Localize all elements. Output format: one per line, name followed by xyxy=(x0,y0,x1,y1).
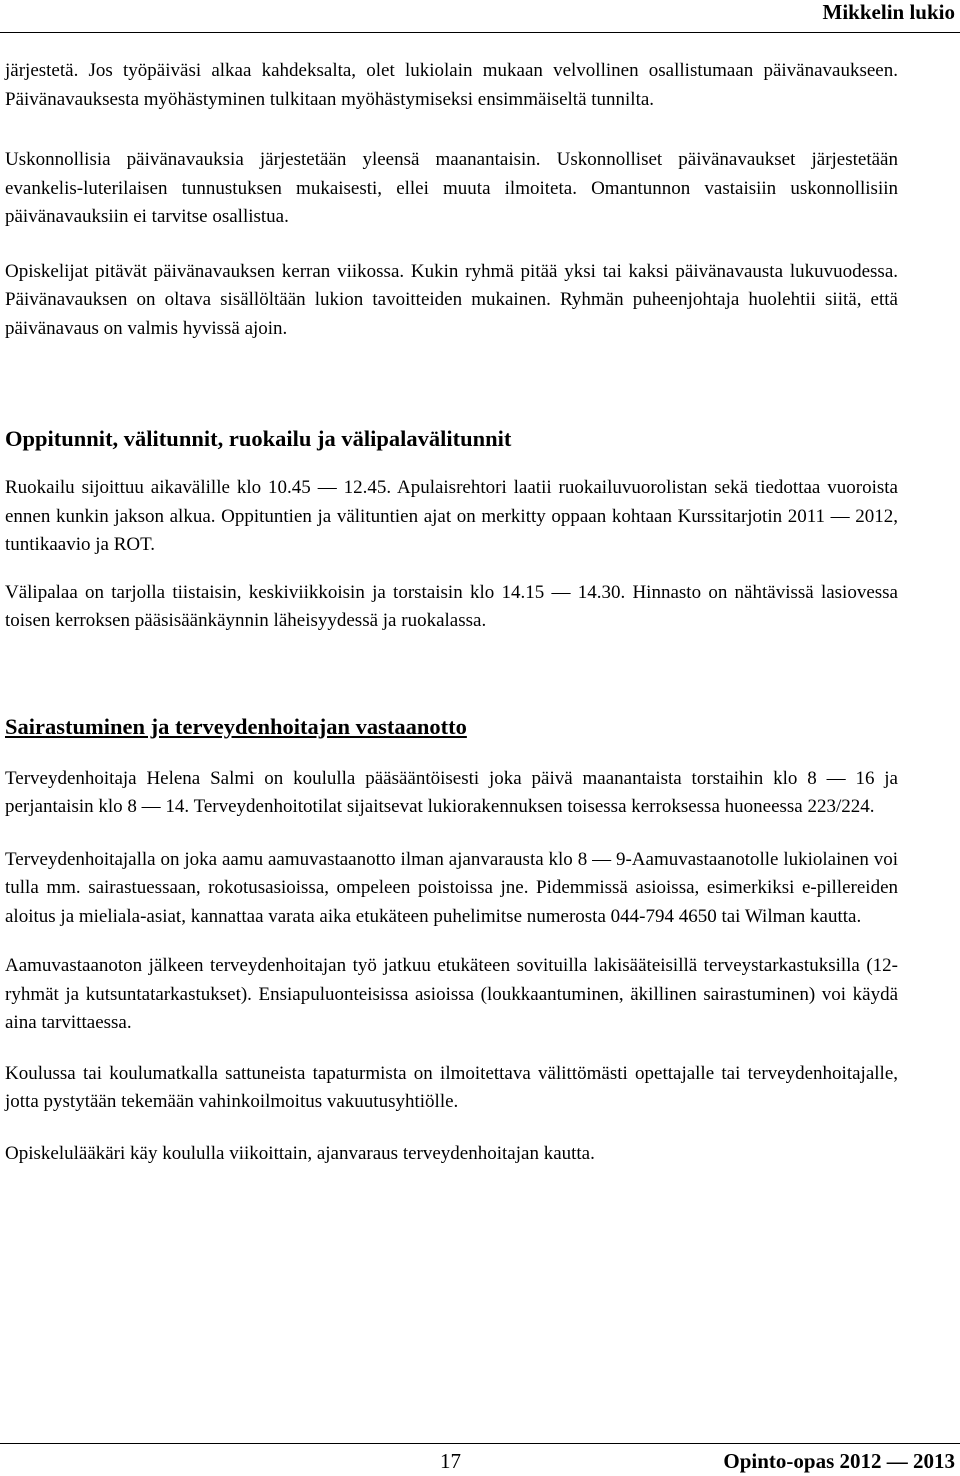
paragraph: Aamuvastaanoton jälkeen terveydenhoitajan työ jatkuu etukäteen sovituilla lakisääteisillä terveystarkastuksilla (12-ryhmät ja kutsuntatarkastukset). Ensiapuluonteisissa asioissa (loukkaantuminen, äkillinen sairastuminen) voi käydä aina tarvittaessa. xyxy=(5,955,898,1033)
paragraph: Opiskelulääkäri käy koululla viikoittain, ajanvaraus terveydenhoitajan kautta. xyxy=(5,1142,595,1164)
page-content xyxy=(5,57,898,1168)
paragraph: Terveydenhoitajalla on joka aamu aamuvastaanotto ilman ajanvarausta klo 8 — 9-Aamuvastaanotolle lukiolainen voi tulla mm. sairastuessaan, rokotusasioissa, ompeleen poistoissa jne. Pidemmissä asioissa, esimerkiksi e-pillereiden aloitus ja mieliala-asiat, kannattaa varata aika etukäteen puhelimitse numerosta 044-794 4650 tai Wilman kautta. xyxy=(5,848,898,927)
header-title: Mikkelin lukio xyxy=(822,0,955,24)
footer-rule xyxy=(0,1443,960,1444)
paragraph: järjestetä. Jos työpäiväsi alkaa kahdeksalta, olet lukiolain mukaan velvollinen osallistumaan päivänavaukseen. Päivänavauksesta myöhästyminen tulkitaan myöhästymiseksi ensimmäiseltä tunnilta. xyxy=(5,60,898,110)
footer-title: Opinto-opas 2012 — 2013 xyxy=(723,1449,955,1473)
page-number: 17 xyxy=(440,1449,461,1473)
paragraph: Uskonnollisia päivänavauksia järjestetään yleensä maanantaisin. Uskonnolliset päivänavaukset järjestetään evankelis-luterilaisen tunnustuksen mukaisesti, ellei muuta ilmoiteta. Omantunnon vastaisiin uskonnollisiin päivänavauksiin ei tarvitse osallistua. xyxy=(5,149,898,227)
section-heading-health: Sairastuminen ja terveydenhoitajan vastaanotto xyxy=(5,713,467,739)
header-rule xyxy=(0,32,960,33)
paragraph: Opiskelijat pitävät päivänavauksen kerran viikossa. Kukin ryhmä pitää yksi tai kaksi päivänavausta lukuvuodessa. Päivänavauksen on oltava sisällöltään lukion tavoitteiden mukainen. Ryhmän puheenjohtaja huolehtii siitä, että päivänavaus on valmis hyvissä ajoin. xyxy=(5,260,898,339)
paragraph: Ruokailu sijoittuu aikavälille klo 10.45 — 12.45. Apulaisrehtori laatii ruokailuvuorolistan sekä tiedottaa vuoroista ennen kunkin jakson alkua. Oppituntien ja välituntien ajat on merkitty oppaan kohtaan Kurssitarjotin 2011 — 2012, tuntikaavio ja ROT. xyxy=(5,477,898,555)
paragraph: Välipalaa on tarjolla tiistaisin, keskiviikkoisin ja torstaisin klo 14.15 — 14.30. Hinnasto on nähtävissä lasiovessa toisen kerroksen pääsisäänkäynnin läheisyydessä ja ruokalassa. xyxy=(5,581,898,631)
section-heading-meals: Oppitunnit, välitunnit, ruokailu ja välipalavälitunnit xyxy=(5,426,512,451)
paragraph: Koulussa tai koulumatkalla sattuneista tapaturmista on ilmoitettava välittömästi opettajalle tai terveydenhoitajalle, jotta pystytään tekemään vahinkoilmoitus vakuutusyhtiölle. xyxy=(5,1062,898,1112)
paragraph: Terveydenhoitaja Helena Salmi on koululla pääsääntöisesti joka päivä maanantaista torstaihin klo 8 — 16 ja perjantaisin klo 8 — 14. Terveydenhoitotilat sijaitsevat lukiorakennuksen toisessa kerroksessa huoneessa 223/224. xyxy=(5,767,898,817)
